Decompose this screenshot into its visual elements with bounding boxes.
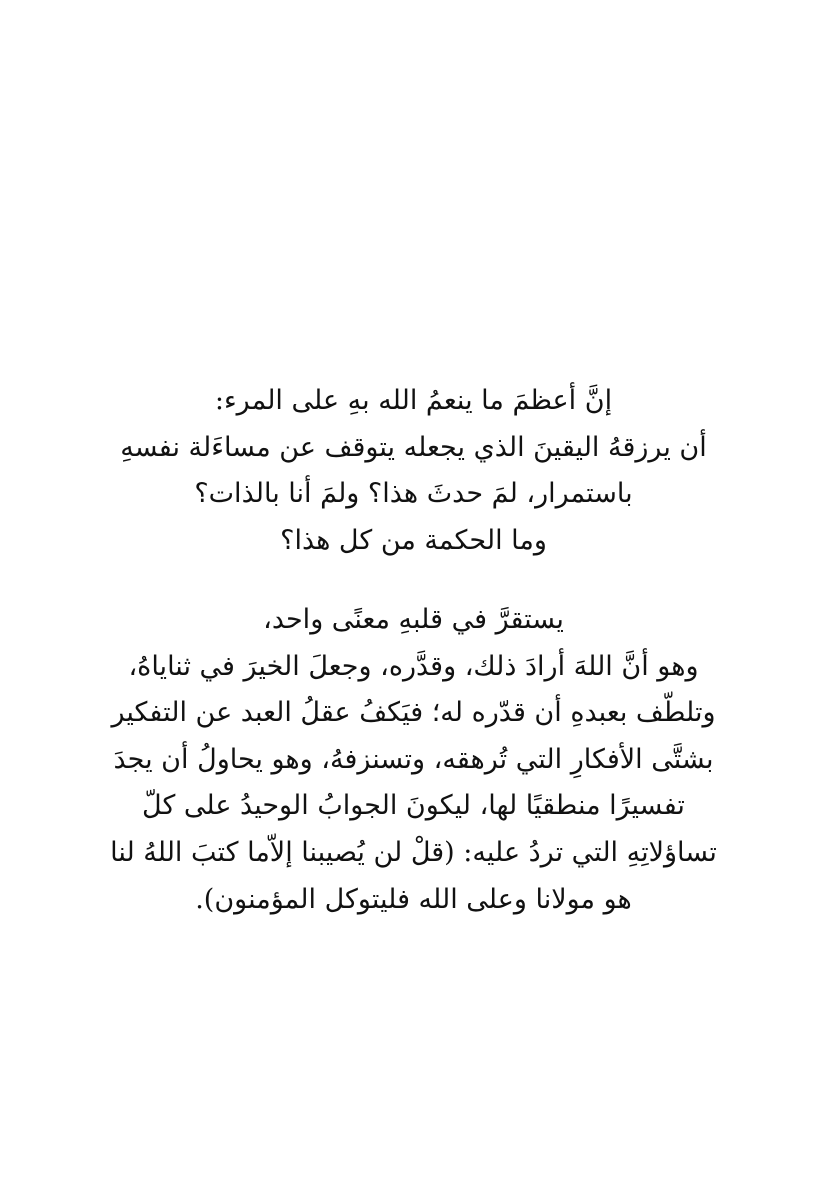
stanza-2 (80, 597, 747, 923)
text-line: بشتَّى الأفكارِ التي تُرهقه، وتسنزفهُ، وهو يحاولُ أن يجدَ (113, 743, 714, 775)
text-line: إنَّ أعظمَ ما ينعمُ الله بهِ على المرء: (214, 385, 613, 416)
stanza-1 (80, 378, 747, 564)
text-line: وتلطّف بعبدهِ أن قدّره له؛ فيَكفُ عقلُ العبد عن التفكير (111, 697, 716, 729)
text-line: أن يرزقهُ اليقينَ الذي يجعله يتوقف عن مساءَلة نفسهِ (120, 431, 707, 463)
text-line: يستقرَّ في قلبهِ معنًى واحد، (263, 604, 564, 635)
text-line: هو مولانا وعلى الله فليتوكل المؤمنون). (195, 883, 632, 915)
text-line: تساؤلاتِهِ التي تردُ عليه: (قلْ لن يُصيبنا إلاّما كتبَ اللهُ لنا (110, 836, 717, 868)
text-line: وهو أنَّ اللهَ أرادَ ذلك، وقدَّره، وجعلَ الخيرَ في ثناياهُ، (128, 650, 699, 682)
text-line: باستمرار، لمَ حدثَ هذا؟ ولمَ أنا بالذات؟ (194, 478, 633, 510)
text-line: تفسيرًا منطقيًا لها، ليكونَ الجوابُ الوحيدُ على كلّ (142, 790, 685, 822)
text-line: وما الحكمة من كل هذا؟ (280, 524, 547, 556)
